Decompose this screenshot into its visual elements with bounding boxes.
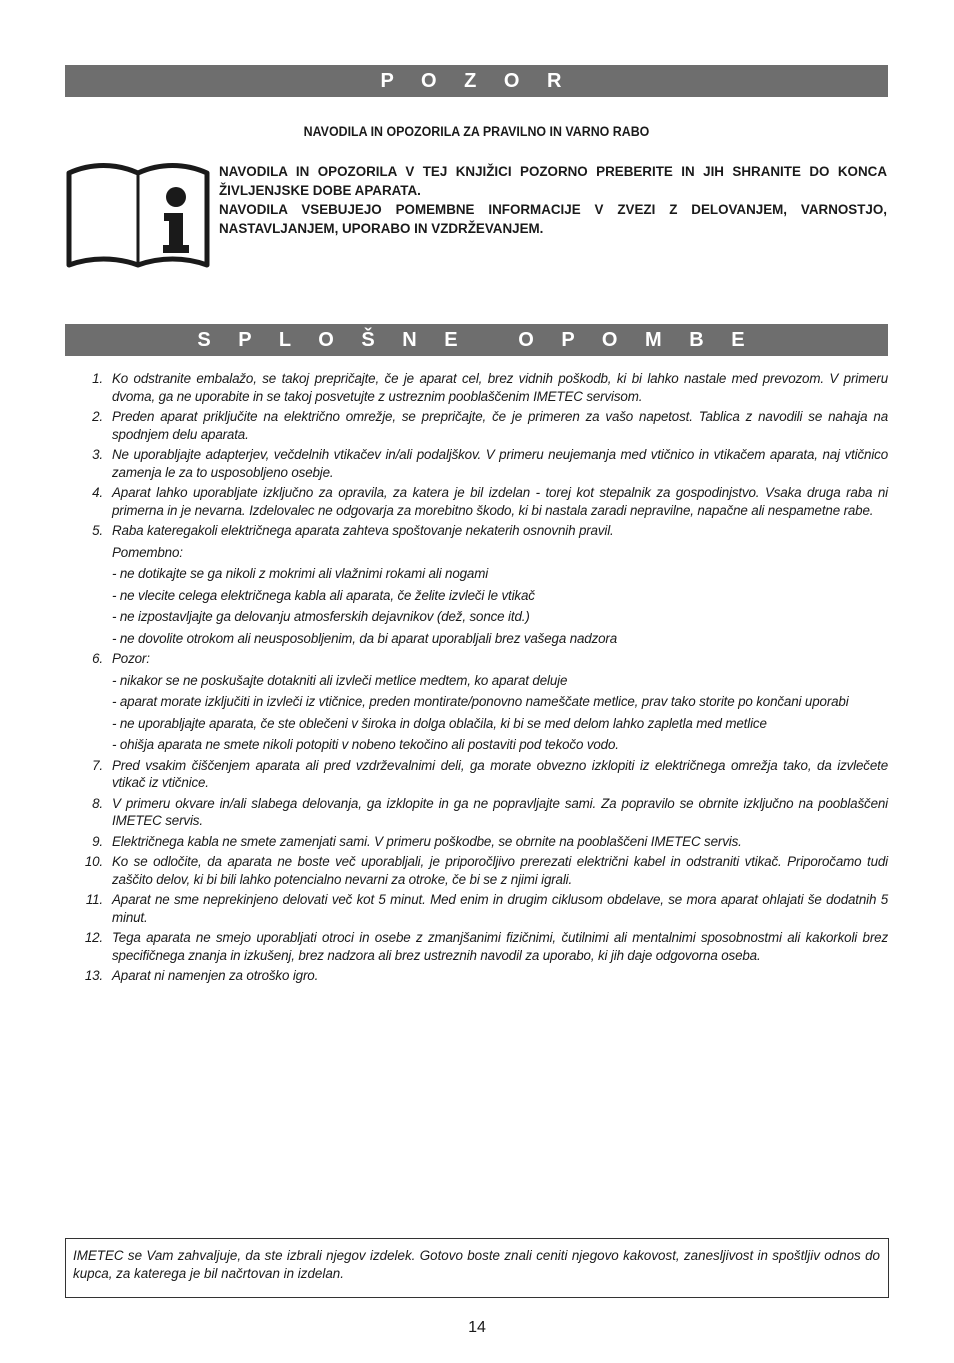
sub-item: - nikakor se ne poskušajte dotakniti ali izvleči metlice medtem, ko aparat deluje <box>112 672 568 688</box>
list-item: 9. Električnega kabla ne smete zamenjati sami. V primeru poškodbe, se obrnite na pooblaščeni IMETEC servis. <box>92 833 742 849</box>
list-item: 4. Aparat lahko uporabljate izključno za opravila, za katera je bil izdelan - torej kot stepalnik za gospodinjstvo. Vsaka druga raba ni primerna in je nevarna. Izdelovalec ne odgovarja za morebitno škodo, ki bi nastala zaradi nepravilne, napačne ali nespametne rabe. <box>92 485 888 518</box>
list-item: 5. Raba kateregakoli električnega aparata zahteva spoštovanje nekaterih osnovnih pravil. Pomembno: - ne dotikajte se ga nikoli z mokrimi ali vlažnimi rokami ali nogami - ne vlecite celega električnega kabla ali aparata, če želite izvleči le vtikač - ne izpostavljajte ga delovanju atmosferskih dejavnikov (dež, sonce itd.) - ne dovolite otrokom ali neusposobljenim, da bi aparat uporabljali brez vašega nadzora <box>76 522 888 647</box>
sub-item: - ne uporabljajte aparata, če ste oblečeni v široka in dolga oblačila, ki bi se med delom lahko zapletla med metlice <box>112 715 767 731</box>
general-notes-list <box>76 370 888 988</box>
manual-info-icon <box>66 161 210 269</box>
sub-item: - ne dovolite otrokom ali neusposobljenim, da bi aparat uporabljali brez vašega nadzora <box>112 630 618 646</box>
intro-warning <box>219 162 887 238</box>
thank-you-box: IMETEC se Vam zahvaljuje, da ste izbrali njegov izdelek. Gotovo boste znali ceniti njegovo kakovost, zanesljivost in spoštljiv odnos do kupca, za katerega je bil načrtovan in izdelan. <box>65 1238 889 1298</box>
sub-item: - ne vlecite celega električnega kabla ali aparata, če želite izvleči le vtikač <box>112 587 535 603</box>
list-item: 1. Ko odstranite embalažo, se takoj prepričajte, če je aparat cel, brez vidnih poškodb, ki bi lahko nastale med prevozom. V primeru dvoma, ga ne uporabite in se takoj posvetujte z ustreznim pooblaščenim IMETEC servisom. <box>92 371 888 404</box>
list-item: 13. Aparat ni namenjen za otroško igro. <box>84 968 319 983</box>
sub-item: - ne dotikajte se ga nikoli z mokrimi ali vlažnimi rokami ali nogami <box>112 566 489 581</box>
list-item: 10. Ko se odločite, da aparata ne boste več uporabljali, je priporočljivo prerezati električni kabel in odstraniti vtikač. Priporočamo tudi zaščito delov, ki bi bili lahko potencialno nevarni za otroke, če bi se z njimi igrali. <box>84 854 888 887</box>
instructions-subtitle: NAVODILA IN OPOZORILA ZA PRAVILNO IN VARNO RABO <box>303 124 650 139</box>
list-item: 2. Preden aparat priključite na električno omrežje, se prepričajte, če je primeren za vašo napetost. Tablica z navodili se nahaja na spodnjem delu aparata. <box>92 409 888 442</box>
sub-item: Pomembno: <box>112 544 183 560</box>
intro-paragraph-2: NAVODILA VSEBUJEJO POMEMBNE INFORMACIJE V ZVEZI Z DELOVANJEM, VARNOSTJO, NASTAVLJANJEM, UPORABO IN VZDRŽEVANJEM. <box>219 202 887 236</box>
sub-item: - aparat morate izključiti in izvleči iz vtičnice, preden montirate/ponovno nameščate metlice, prav tako storite po končani uporabi <box>112 694 849 709</box>
intro-paragraph-1: NAVODILA IN OPOZORILA V TEJ KNJIŽICI POZORNO PREBERITE IN JIH SHRANITE DO KONCA ŽIVLJENJSKE DOBE APARATA. <box>219 164 887 198</box>
sub-item: - ne izpostavljajte ga delovanju atmosferskih dejavnikov (dež, sonce itd.) <box>112 609 530 624</box>
general-notes-heading: S P L O Š N E O P O M B E <box>65 324 888 356</box>
list-item: 6. Pozor: - nikakor se ne poskušajte dotakniti ali izvleči metlice medtem, ko aparat deluje - aparat morate izključiti in izvleči iz vtičnice, preden montirate/ponovno nameščate metlice, prav tako storite po končani uporabi - ne uporabljajte aparata, če ste oblečeni v široka in dolga oblačila, ki bi se med delom lahko zapletla med metlice - ohišja aparata ne smete nikoli potopiti v nobeno tekočino ali postaviti pod tekočo vodo. <box>76 650 888 754</box>
pozor-heading: P O Z O R <box>65 65 888 97</box>
list-item: 7. Pred vsakim čiščenjem aparata ali pred vzdrževalnimi deli, ga morate obvezno izklopiti iz električnega omrežja tako, da izvlečete vtikač iz vtičnice. <box>92 757 888 790</box>
list-item: 12. Tega aparata ne smejo uporabljati otroci in osebe z zmanjšanimi fizičnimi, čutilnimi ali mentalnimi sposobnostmi ali kakorkoli brez specifičnega znanja in izkušenj, brez nadzora ali brez ustreznih navodil za uporabo, ki jih daje odgovorna oseba. <box>84 930 888 963</box>
sub-item: - ohišja aparata ne smete nikoli potopiti v nobeno tekočino ali postaviti pod tekočo vodo. <box>112 737 619 752</box>
list-item: 3. Ne uporabljajte adapterjev, večdelnih vtikačev in/ali podaljškov. V primeru neujemanja med vtičnico in vtikačem aparata, naj vtičnico zamenja le za to usposobljeno osebje. <box>92 447 888 480</box>
list-item: 11. Aparat ne sme neprekinjeno delovati več kot 5 minut. Med enim in drugim ciklusom obdelave, se mora aparat ohlajati še dodatnih 5 minut. <box>85 892 888 925</box>
list-item: 8. V primeru okvare in/ali slabega delovanja, ga izklopite in ga ne popravljajte sami. Za popravilo se obrnite izključno na pooblaščeni IMETEC servis. <box>92 795 888 828</box>
page-number: 14 <box>468 1319 486 1336</box>
